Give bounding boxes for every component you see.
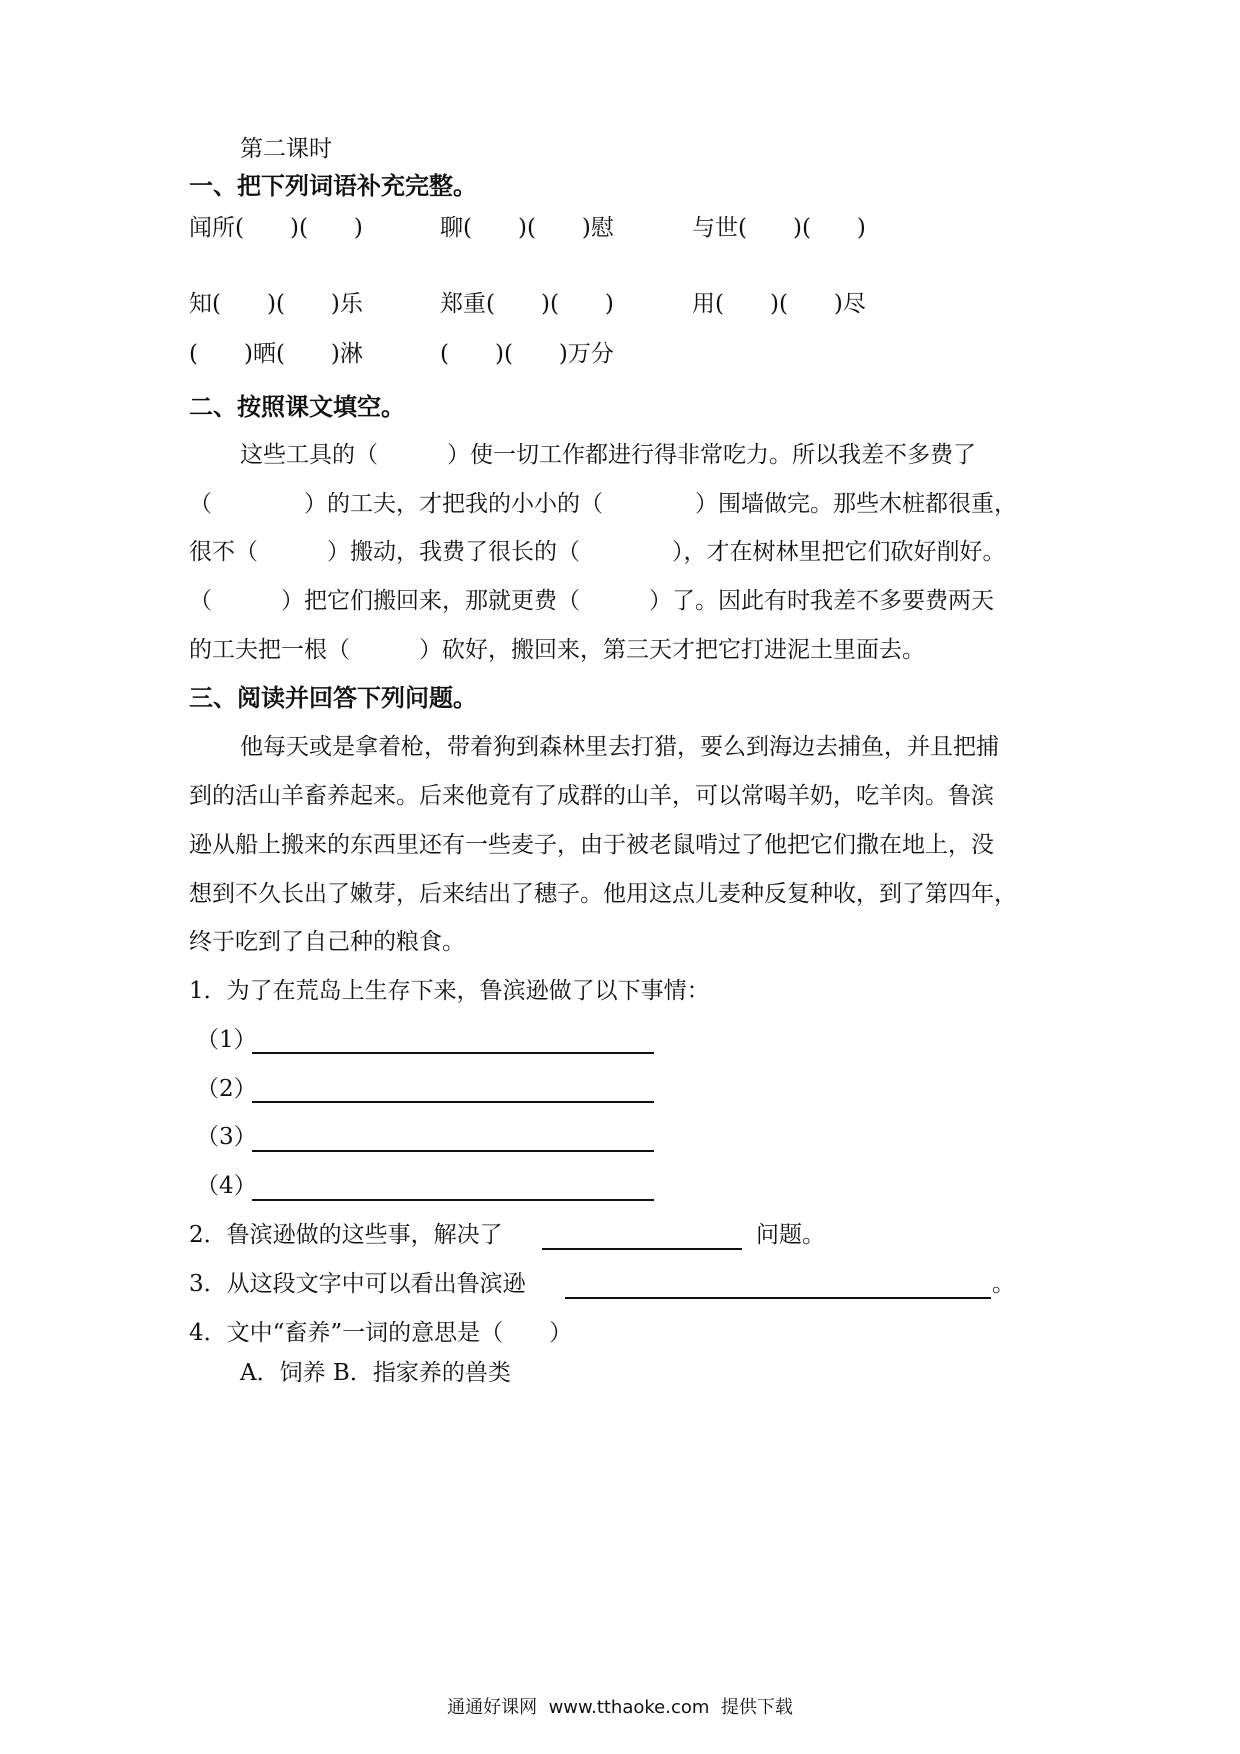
word-blank: 郑重( )( ) xyxy=(440,291,614,317)
question-4: 4．文中“畜养”一词的意思是（ ） xyxy=(189,1320,573,1346)
fill-line: 这些工具的（ ）使一切工作都进行得非常吃力。所以我差不多费了 xyxy=(240,442,976,468)
question-2-suffix: 问题。 xyxy=(756,1222,825,1248)
fill-line: 的工夫把一根（ ）砍好，搬回来，第三天才把它打进泥土里面去。 xyxy=(189,637,925,663)
passage-line: 到的活山羊畜养起来。后来他竟有了成群的山羊，可以常喝羊奶，吃羊肉。鲁滨 xyxy=(189,783,994,809)
word-blank: 知( )( )乐 xyxy=(189,291,363,317)
word-blank: 用( )( )尽 xyxy=(692,291,866,317)
question-1: 1．为了在荒岛上生存下来，鲁滨逊做了以下事情： xyxy=(189,978,710,1004)
section3-heading: 三、阅读并回答下列问题。 xyxy=(189,684,477,712)
question-4-options: A．饲养 B．指家养的兽类 xyxy=(240,1360,511,1386)
passage-line: 终于吃到了自己种的粮食。 xyxy=(189,929,465,955)
answer-item-label: （2） xyxy=(196,1076,257,1102)
answer-line[interactable] xyxy=(542,1248,742,1250)
word-blank: 与世( )( ) xyxy=(692,215,866,241)
lesson-title: 第二课时 xyxy=(240,136,332,162)
passage-line: 想到不久长出了嫩芽，后来结出了穗子。他用这点儿麦种反复种收，到了第四年， xyxy=(189,881,1017,907)
answer-line[interactable] xyxy=(252,1150,654,1152)
answer-item-label: （4） xyxy=(196,1173,257,1199)
section2-heading: 二、按照课文填空。 xyxy=(189,393,405,421)
question-3: 3．从这段文字中可以看出鲁滨逊 xyxy=(189,1271,526,1297)
answer-line[interactable] xyxy=(252,1101,654,1103)
footer-watermark: 通通好课网 www.tthaoke.com 提供下载 xyxy=(447,1697,793,1718)
answer-line[interactable] xyxy=(565,1297,991,1299)
fill-line: 很不（ ）搬动，我费了很长的（ ），才在树林里把它们砍好削好。 xyxy=(189,539,1006,565)
word-blank: ( )( )万分 xyxy=(440,341,614,367)
word-blank: 闻所( )( ) xyxy=(189,215,363,241)
fill-line: （ ）的工夫，才把我的小小的（ ）围墙做完。那些木桩都很重， xyxy=(189,491,1017,517)
question-3-suffix: 。 xyxy=(992,1271,1015,1297)
answer-line[interactable] xyxy=(252,1052,654,1054)
passage-line: 逊从船上搬来的东西里还有一些麦子，由于被老鼠啃过了他把它们撒在地上，没 xyxy=(189,832,994,858)
word-blank: 聊( )( )慰 xyxy=(440,215,614,241)
fill-line: （ ）把它们搬回来，那就更费（ ）了。因此有时我差不多要费两天 xyxy=(189,588,994,614)
question-2: 2．鲁滨逊做的这些事，解决了 xyxy=(189,1222,503,1248)
answer-item-label: （1） xyxy=(196,1027,257,1053)
word-blank: ( )晒( )淋 xyxy=(189,341,363,367)
passage-line: 他每天或是拿着枪，带着狗到森林里去打猎，要么到海边去捕鱼，并且把捕 xyxy=(240,734,999,760)
section1-heading: 一、把下列词语补充完整。 xyxy=(189,172,477,200)
answer-item-label: （3） xyxy=(196,1124,257,1150)
answer-line[interactable] xyxy=(252,1199,654,1201)
